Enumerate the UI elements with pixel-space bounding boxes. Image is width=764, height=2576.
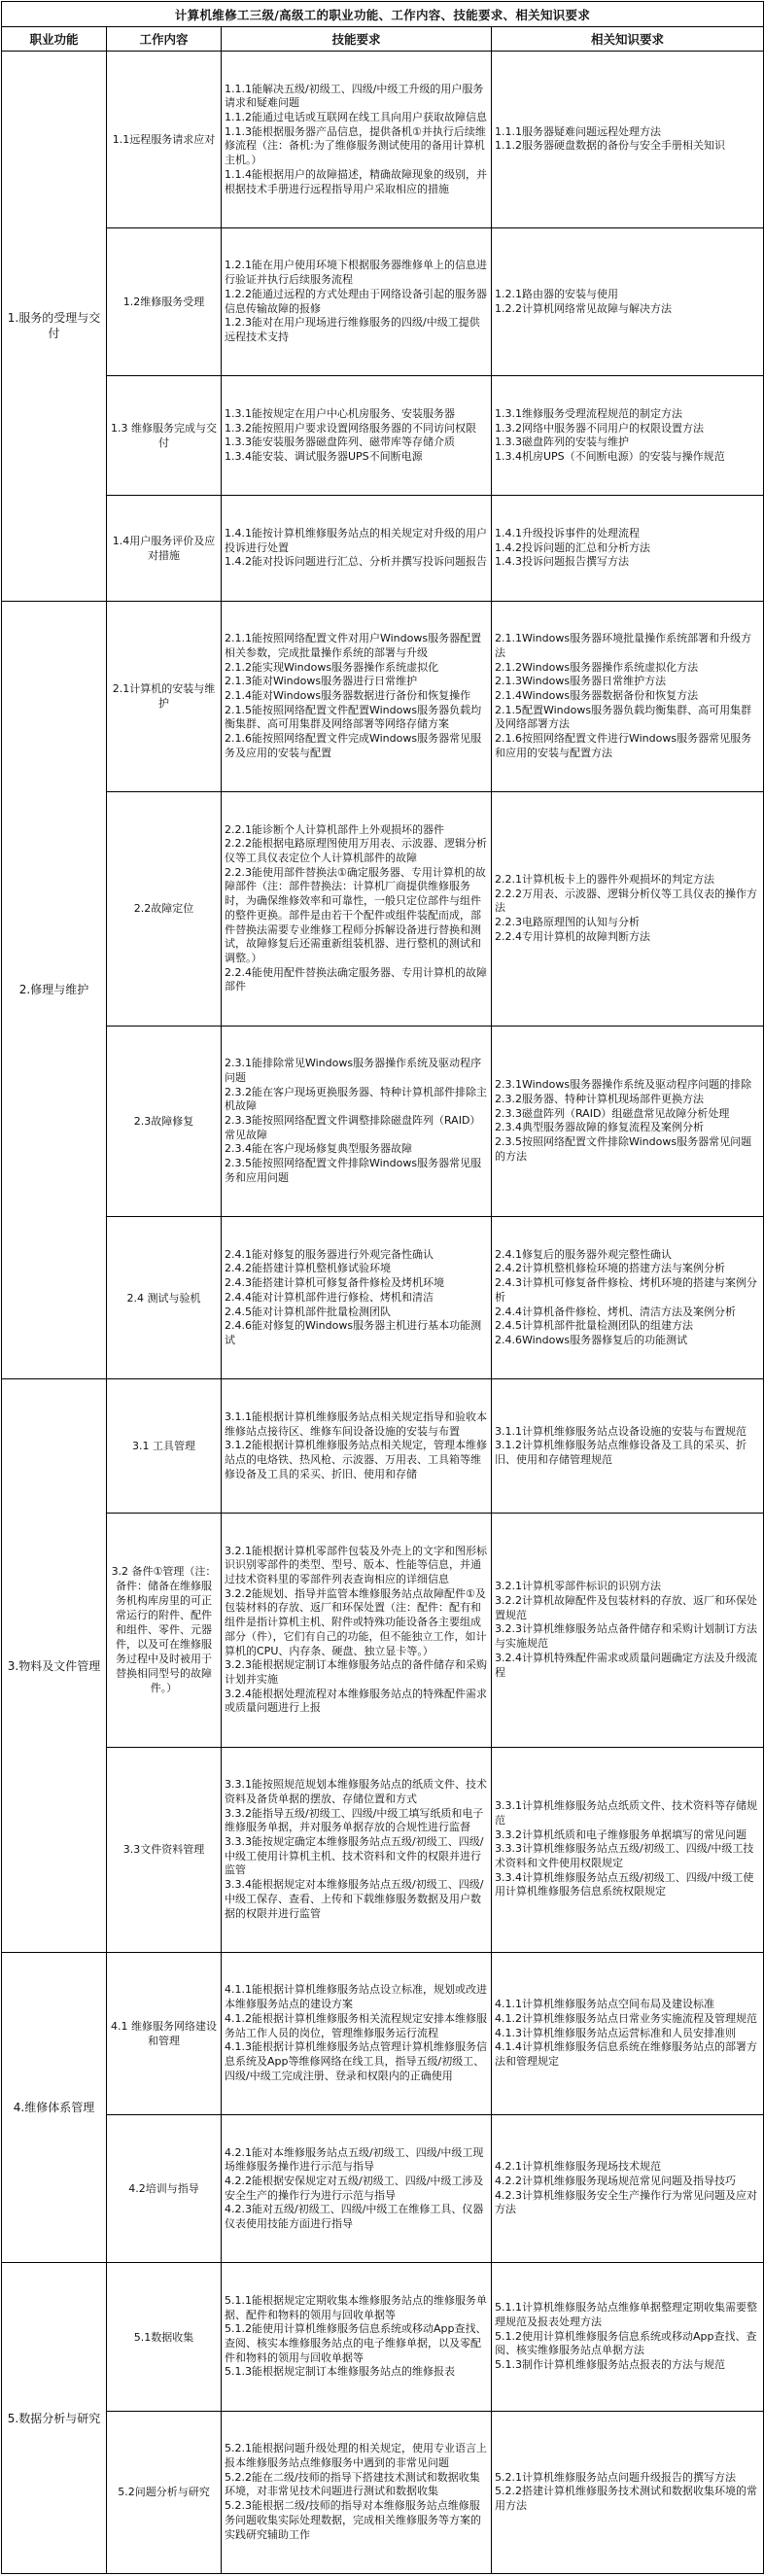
table-row bbox=[2, 1026, 764, 1217]
table-row bbox=[2, 1379, 764, 1514]
content-cell: 3.1 工具管理 bbox=[107, 1379, 222, 1514]
skill-item: 1.1.3能根据服务器产品信息，提供备机①并执行后续维修流程（注：备机:为了维修服务测试使用的备用计算机主机。） bbox=[225, 124, 486, 167]
skill-item: 2.4.4能对计算机部件进行修检、烤机和清洁 bbox=[225, 1290, 434, 1304]
table-row bbox=[2, 376, 764, 496]
knowledge-cell bbox=[492, 2263, 764, 2411]
knowledge-item: 4.2.1计算机维修服务现场技术规范 bbox=[495, 2160, 661, 2174]
knowledge-item: 5.2.2搭建计算机维修服务技术测试和数据收集环境的常用方法 bbox=[495, 2485, 757, 2513]
skill-item: 2.4.6能对修复的Windows服务器主机进行基本功能测试 bbox=[225, 1319, 482, 1346]
knowledge-item: 2.1.4Windows服务器数据备份和恢复方法 bbox=[495, 688, 699, 702]
skill-item: 5.2.1能根据问题升级处理的相关规定，使用专业语言上报本维修服务站点维修服务中遇到的非常见问题 bbox=[225, 2442, 487, 2470]
header-content: 工作内容 bbox=[107, 27, 222, 52]
knowledge-item: 2.2.1计算机板卡上的器件外观损坏的判定方法 bbox=[495, 873, 714, 887]
skill-item: 1.3.2能按照用户要求设置网络服务器的不同访问权限 bbox=[225, 421, 476, 435]
content-cell: 4.1 维修服务网络建设和管理 bbox=[107, 1952, 222, 2114]
skill-item: 5.1.1能根据规定定期收集本维修服务站点的维修服务单据、配件和物料的领用与回收单据等 bbox=[225, 2293, 487, 2321]
skill-item: 4.1.2能根据计算机维修服务相关流程规定安排本维修服务站工作人员的岗位，管理维修服务运行流程 bbox=[225, 2011, 487, 2039]
skill-item: 4.1.3能根据计算机维修服务站点管理计算机维修服务信息系统及App等维修网络在线工具，指导五级/初级工、四级/中级工完成注册、登录和权限内的正确使用 bbox=[225, 2040, 487, 2082]
skill-item: 1.4.1能按计算机维修服务站点的相关规定对升级的用户投诉进行处置 bbox=[225, 526, 487, 554]
knowledge-item: 4.1.2计算机维修服务站点日常业务实施流程及管理规范 bbox=[495, 2011, 757, 2025]
skill-item: 2.3.5能按照网络配置文件排除Windows服务器常见服务和应用问题 bbox=[225, 1157, 482, 1184]
knowledge-cell bbox=[492, 1513, 764, 1747]
knowledge-item: 4.2.3计算机维修服务安全生产操作行为常见问题及应对方法 bbox=[495, 2188, 757, 2216]
knowledge-item: 2.1.1Windows服务器环境批量操作系统部署和升级方法 bbox=[495, 632, 752, 659]
knowledge-item: 2.2.4专用计算机的故障判断方法 bbox=[495, 929, 650, 943]
skill-item: 1.3.4能安装、调试服务器UPS不间断电源 bbox=[225, 449, 423, 463]
knowledge-cell bbox=[492, 1217, 764, 1379]
skills-cell bbox=[222, 1952, 492, 2114]
knowledge-item: 4.2.2计算机维修服务现场规范常见问题及指导技巧 bbox=[495, 2174, 736, 2187]
content-cell: 2.1计算机的安装与维护 bbox=[107, 601, 222, 792]
skill-item: 4.1.1能根据计算机维修服务站点设立标准，规划或改进本维修服务站点的建设方案 bbox=[225, 1983, 487, 2011]
content-cell: 1.2维修服务受理 bbox=[107, 227, 222, 375]
knowledge-item: 2.1.5配置Windows服务器负载均衡集群、高可用集群及网络部署方法 bbox=[495, 703, 752, 731]
knowledge-item: 1.4.3投诉问题报告撰写方法 bbox=[495, 555, 629, 569]
knowledge-item: 5.1.2使用计算机维修服务信息系统或移动App查找、查阅、核实维修服务站点单据方法 bbox=[495, 2329, 757, 2357]
function-cell: 2.修理与维护 bbox=[2, 601, 107, 1379]
skill-item: 3.2.1能根据计算机零部件包装及外壳上的文字和图形标识识别零部件的类型、型号、版本、性能等信息，并通过技术资料里的零部件列表查询相应的详细信息 bbox=[225, 1544, 487, 1585]
skill-item: 3.3.4能根据规定对本维修服务站点五级/初级工、四级/中级工保存、查看、上传和下载维修服务数据及用户数据的权限并进行监管 bbox=[225, 1878, 484, 1920]
knowledge-item: 3.2.3计算机维修服务站点备件储存和采购计划制订方法与实施规范 bbox=[495, 1622, 757, 1651]
skill-item: 2.1.6能按照网络配置文件完成Windows服务器常见服务及应用的安装与配置 bbox=[225, 732, 482, 759]
skills-cell bbox=[222, 1379, 492, 1514]
skill-item: 1.4.2能对投诉问题进行汇总、分析并撰写投诉问题报告 bbox=[225, 555, 487, 569]
content-cell: 2.2故障定位 bbox=[107, 792, 222, 1027]
knowledge-item: 2.3.1Windows服务器操作系统及驱动程序问题的排除 bbox=[495, 1078, 752, 1092]
skill-item: 4.2.1能对本维修服务站点五级/初级工、四级/中级工现场维修服务操作进行示范与指导 bbox=[225, 2145, 484, 2174]
skills-cell bbox=[222, 2263, 492, 2411]
content-cell: 2.4 测试与验机 bbox=[107, 1217, 222, 1379]
knowledge-item: 5.2.1计算机维修服务站点问题升级报告的撰写方法 bbox=[495, 2470, 736, 2484]
content-cell: 3.2 备件①管理（注：备件：储备在维修服务机构库房里的可正常运行的附件、配件和组件、零件、元器件，以及可在维修服务过程中及时被用于替换相同型号的故障件。） bbox=[107, 1513, 222, 1747]
skill-item: 5.2.2能在二级/技师的指导下搭建技术测试和数据收集环境，对非常见技术问题进行测试和数据收集 bbox=[225, 2470, 480, 2498]
table-row bbox=[2, 52, 764, 228]
content-cell: 1.4用户服务评价及应对措施 bbox=[107, 496, 222, 601]
header-knowledge: 相关知识要求 bbox=[492, 27, 764, 52]
header-function: 职业功能 bbox=[2, 27, 107, 52]
skills-cell bbox=[222, 376, 492, 496]
skills-cell bbox=[222, 1513, 492, 1747]
skills-cell bbox=[222, 227, 492, 375]
function-cell: 5.数据分析与研究 bbox=[2, 2263, 107, 2574]
knowledge-cell bbox=[492, 496, 764, 601]
knowledge-item: 2.4.1修复后的服务器外观完整性确认 bbox=[495, 1247, 672, 1261]
knowledge-item: 3.3.3计算机维修服务站点五级/初级工、四级/中级工技术资料和文件使用权限规定 bbox=[495, 1842, 754, 1870]
knowledge-item: 2.3.3磁盘阵列（RAID）组磁盘常见故障分析处理 bbox=[495, 1106, 730, 1120]
function-cell: 3.物料及文件管理 bbox=[2, 1379, 107, 1953]
skills-cell bbox=[222, 1747, 492, 1952]
knowledge-item: 3.3.1计算机维修服务站点纸质文件、技术资料等存储规范 bbox=[495, 1799, 757, 1827]
skill-item: 1.1.2能通过电话或互联网在线工具向用户获取故障信息 bbox=[225, 111, 487, 123]
knowledge-item: 5.1.1计算机维修服务站点维修单据整理定期收集需要整理规范及报表处理方法 bbox=[495, 2301, 757, 2328]
skill-item: 1.3.3能安装服务器磁盘阵列、磁带库等存储介质 bbox=[225, 435, 455, 449]
knowledge-item: 2.4.3计算机可修复备件修检、烤机环境的搭建与案例分析 bbox=[495, 1276, 757, 1304]
skill-item: 2.1.5能按照网络配置文件配置Windows服务器负载均衡集群、高可用集群及网络部署等网络存储方案 bbox=[225, 703, 482, 731]
skill-item: 1.2.2能通过远程的方式处理由于网络设备引起的服务器信息传输故障的报修 bbox=[225, 287, 487, 315]
skills-cell bbox=[222, 1217, 492, 1379]
knowledge-item: 1.2.1路由器的安装与使用 bbox=[495, 287, 618, 300]
table-row bbox=[2, 792, 764, 1027]
table-row bbox=[2, 496, 764, 601]
skill-item: 5.2.3能根据二级/技师的指导对本维修服务站点维修服务问题收集实际处理数据，完成相关维修服务等方案的实践研究辅助工作 bbox=[225, 2499, 481, 2541]
knowledge-cell bbox=[492, 1747, 764, 1952]
table-row bbox=[2, 227, 764, 375]
skills-cell bbox=[222, 2114, 492, 2262]
skill-item: 5.1.2能使用计算机维修服务信息系统或移动App查找、查阅、核实本维修服务站点的电子维修单据，以及零配件和物料的领用与回收单据等 bbox=[225, 2322, 487, 2364]
function-cell: 4.维修体系管理 bbox=[2, 1952, 107, 2263]
header-skills: 技能要求 bbox=[222, 27, 492, 52]
knowledge-item: 1.2.2计算机网络常见故障与解决方法 bbox=[495, 301, 672, 315]
knowledge-cell bbox=[492, 792, 764, 1027]
knowledge-item: 2.2.3电路原理图的认知与分析 bbox=[495, 916, 640, 929]
knowledge-item: 5.1.3制作计算机维修服务站点报表的方法与规范 bbox=[495, 2358, 725, 2372]
skill-item: 3.3.3能按规定确定本维修服务站点五级/初级工、四级/中级工使用计算机主机、技术资料和文件的权限并进行监管 bbox=[225, 1835, 484, 1877]
knowledge-item: 3.1.1计算机维修服务站点设备设施的安装与布置规范 bbox=[495, 1424, 747, 1438]
table-title: 计算机维修工三级/高级工的职业功能、工作内容、技能要求、相关知识要求 bbox=[2, 2, 764, 27]
knowledge-item: 2.4.4计算机备件修检、烤机、清洁方法及案例分析 bbox=[495, 1305, 736, 1318]
knowledge-cell bbox=[492, 2411, 764, 2573]
knowledge-item: 1.4.2投诉问题的汇总和分析方法 bbox=[495, 540, 650, 554]
knowledge-item: 1.3.1维修服务受理流程规范的制定方法 bbox=[495, 406, 682, 420]
skill-item: 2.4.3能搭建计算机可修复备件修检及烤机环境 bbox=[225, 1276, 444, 1290]
table-row bbox=[2, 2411, 764, 2573]
skill-item: 2.1.1能按照网络配置文件对用户Windows服务器配置相关参数，完成批量操作系统的部署与升级 bbox=[225, 632, 482, 659]
knowledge-item: 4.1.4计算机维修服务信息系统在维修服务站点的部署方法和管理规定 bbox=[495, 2040, 757, 2068]
skill-item: 3.1.1能根据计算机维修服务站点相关规定指导和验收本维修站点接待区、维修车间设备设施的安装与布置 bbox=[225, 1410, 487, 1438]
skill-item: 1.2.3能对在用户现场进行维修服务的四级/中级工提供远程技术支持 bbox=[225, 316, 480, 343]
knowledge-item: 1.3.3磁盘阵列的安装与维护 bbox=[495, 435, 629, 449]
knowledge-cell bbox=[492, 376, 764, 496]
skill-item: 1.2.1能在用户使用环境下根据服务器维修单上的信息进行验证并执行后续服务流程 bbox=[225, 259, 487, 287]
skill-item: 2.4.2能搭建计算机整机修试验环境 bbox=[225, 1262, 391, 1275]
knowledge-item: 1.4.1升级投诉事件的处理流程 bbox=[495, 526, 640, 540]
knowledge-item: 3.2.4计算机特殊配件需求或质量问题确定方法及升级流程 bbox=[495, 1651, 757, 1679]
knowledge-item: 3.2.1计算机零部件标识的识别方法 bbox=[495, 1580, 661, 1593]
knowledge-item: 1.1.1服务器疑难问题远程处理方法 bbox=[495, 124, 661, 138]
skill-item: 4.2.2能根据安保规定对五级/初级工、四级/中级工涉及安全生产的操作行为进行示范与指导 bbox=[225, 2174, 484, 2202]
skill-item: 1.1.4能根据用户的故障描述，精确故障现象的级别，并根据技术手册进行远程指导用户采取相应的措施 bbox=[225, 167, 487, 195]
knowledge-item: 2.3.5按照网络配置文件排除Windows服务器常见问题的方法 bbox=[495, 1135, 752, 1163]
knowledge-cell bbox=[492, 2114, 764, 2262]
knowledge-item: 3.2.2计算机故障配件及包装材料的存放、返厂和环保处置规范 bbox=[495, 1594, 757, 1621]
content-cell: 5.2问题分析与研究 bbox=[107, 2411, 222, 2573]
skill-item: 3.1.2能根据计算机维修服务站点相关规定，管理本维修站点的电烙铁、热风枪、示波器、万用表、工具箱等维修设备及工具的采买、折旧、使用和存储 bbox=[225, 1439, 487, 1480]
knowledge-item: 2.1.3Windows服务器日常维护方法 bbox=[495, 675, 667, 688]
content-cell: 2.3故障修复 bbox=[107, 1026, 222, 1217]
skill-item: 2.3.3能按照网络配置文件调整排除磁盘阵列（RAID）常见故障 bbox=[225, 1114, 481, 1141]
knowledge-cell bbox=[492, 1379, 764, 1514]
knowledge-item: 2.1.6按照网络配置文件进行Windows服务器常见服务和应用的安装与配置方法 bbox=[495, 732, 752, 759]
table-row bbox=[2, 2114, 764, 2262]
skill-item: 2.2.1能诊断个人计算机部件上外观损坏的器件 bbox=[225, 822, 444, 836]
knowledge-item: 1.1.2服务器硬盘数据的备份与安全手册相关知识 bbox=[495, 139, 725, 153]
knowledge-cell bbox=[492, 1026, 764, 1217]
table-row bbox=[2, 2263, 764, 2411]
knowledge-cell bbox=[492, 227, 764, 375]
knowledge-item: 2.4.6Windows服务器修复后的功能测试 bbox=[495, 1333, 688, 1346]
table-row bbox=[2, 1217, 764, 1379]
knowledge-item: 3.3.2计算机纸质和电子维修服务单据填写的常见问题 bbox=[495, 1828, 747, 1841]
skills-cell bbox=[222, 496, 492, 601]
skill-item: 2.1.4能对Windows服务器数据进行备份和恢复操作 bbox=[225, 688, 471, 702]
skill-item: 2.3.4能在客户现场修复典型服务器故障 bbox=[225, 1142, 412, 1156]
table-row bbox=[2, 1513, 764, 1747]
skill-item: 1.3.1能按规定在用户中心机房服务、安装服务器 bbox=[225, 406, 455, 420]
knowledge-item: 4.1.3计算机维修服务站点运营标准和人员安排准则 bbox=[495, 2026, 736, 2039]
table-body bbox=[2, 52, 764, 2574]
knowledge-item: 3.3.4计算机维修服务站点五级/初级工、四级/中级工使用计算机维修服务信息系统权限规定 bbox=[495, 1870, 754, 1898]
skill-item: 2.2.4能使用配件替换法确定服务器、专用计算机的故障部件 bbox=[225, 965, 487, 993]
knowledge-item: 2.1.2Windows服务器操作系统虚拟化方法 bbox=[495, 660, 699, 674]
skill-item: 3.2.3能根据规定制订本维修服务站点的备件储存和采购计划并实施 bbox=[225, 1658, 487, 1686]
skill-item: 2.1.3能对Windows服务器进行日常维护 bbox=[225, 675, 418, 688]
skill-item: 3.2.4能根据处理流程对本维修服务站点的特殊配件需求或质量问题进行上报 bbox=[225, 1687, 487, 1715]
content-cell: 1.1远程服务请求应对 bbox=[107, 52, 222, 228]
knowledge-item: 2.3.2服务器、特种计算机现场部件更换方法 bbox=[495, 1093, 704, 1105]
skills-cell bbox=[222, 1026, 492, 1217]
knowledge-item: 2.2.2万用表、示波器、逻辑分析仪等工具仪表的操作方法 bbox=[495, 887, 757, 915]
skills-table bbox=[1, 1, 764, 2574]
knowledge-item: 3.1.2计算机维修服务站点维修设备及工具的采买、折旧、使用和存储管理规范 bbox=[495, 1439, 747, 1466]
knowledge-item: 2.4.5计算机部件批量检测团队的组建方法 bbox=[495, 1319, 693, 1333]
skill-item: 3.3.2能指导五级/初级工、四级/中级工填写纸质和电子维修服务单据，并对服务单据存放的合规性进行监督 bbox=[225, 1806, 484, 1834]
knowledge-cell bbox=[492, 601, 764, 792]
knowledge-item: 2.3.4典型服务器故障的修复流程及案例分析 bbox=[495, 1121, 704, 1134]
knowledge-item: 4.1.1计算机维修服务站点空间布局及建设标准 bbox=[495, 1998, 714, 2011]
content-cell: 5.1数据收集 bbox=[107, 2263, 222, 2411]
table-row bbox=[2, 1747, 764, 1952]
knowledge-item: 1.3.2网络中服务器不同用户的权限设置方法 bbox=[495, 421, 704, 435]
skill-item: 2.4.1能对修复的服务器进行外观完备性确认 bbox=[225, 1247, 434, 1261]
skill-item: 1.1.1能解决五级/初级工、四级/中级工升级的用户服务请求和疑难问题 bbox=[225, 82, 484, 110]
skills-cell bbox=[222, 792, 492, 1027]
skills-cell bbox=[222, 52, 492, 228]
skill-item: 2.3.2能在客户现场更换服务器、特种计算机部件排除主机故障 bbox=[225, 1085, 487, 1113]
skill-item: 2.2.3能使用部件替换法①确定服务器、专用计算机的故障部件（注：部件替换法：计算机厂商提供维修服务时，为确保维修效率和可靠性，一般只定位部件与组件的整件更换。部件是由若干个配件或组件装配而成，部件替换法需要专业维修工程师分拆解设备进行替换和测试，故障修复后还需重新组装机器、进行整机的测试和调整。） bbox=[225, 865, 486, 964]
skills-cell bbox=[222, 2411, 492, 2573]
skill-item: 3.3.1能按照规范规划本维修服务站点的纸质文件、技术资料及备货单据的摆放、存储位置和方式 bbox=[225, 1778, 487, 1805]
skill-item: 4.2.3能对五级/初级工、四级/中级工在维修工具、仪器仪表使用技能方面进行指导 bbox=[225, 2203, 484, 2231]
table-row bbox=[2, 1952, 764, 2114]
knowledge-item: 2.4.2计算机整机修检环境的搭建方法与案例分析 bbox=[495, 1262, 725, 1275]
skill-item: 3.2.2能规划、指导并监管本维修服务站点故障配件①及包装材料的存放、返厂和环保处置（注：配件：配有和组件是指计算机主机、附件或特殊功能设备各主要组成部分（件），它们有自己的功能，但不能独立工作，如计算机的CPU、内存条、硬盘、独立显卡等。） bbox=[225, 1586, 487, 1657]
skill-item: 2.2.2能根据电路原理图使用万用表、示波器、逻辑分析仪等工具仪表定位个人计算机部件的故障 bbox=[225, 837, 487, 865]
skill-item: 2.1.2能实现Windows服务器操作系统虚拟化 bbox=[225, 660, 439, 674]
function-cell: 1.服务的受理与交付 bbox=[2, 52, 107, 602]
skill-item: 2.3.1能排除常见Windows服务器操作系统及驱动程序问题 bbox=[225, 1057, 482, 1084]
table-row bbox=[2, 601, 764, 792]
skill-item: 2.4.5能对计算机部件批量检测团队 bbox=[225, 1305, 391, 1318]
knowledge-cell bbox=[492, 52, 764, 228]
knowledge-item: 1.3.4机房UPS（不间断电源）的安装与操作规范 bbox=[495, 449, 725, 463]
content-cell: 1.3 维修服务完成与交付 bbox=[107, 376, 222, 496]
skills-cell bbox=[222, 601, 492, 792]
skill-item: 5.1.3能根据规定制订本维修服务站点的维修报表 bbox=[225, 2365, 455, 2379]
knowledge-cell bbox=[492, 1952, 764, 2114]
content-cell: 3.3文件资料管理 bbox=[107, 1747, 222, 1952]
content-cell: 4.2培训与指导 bbox=[107, 2114, 222, 2262]
